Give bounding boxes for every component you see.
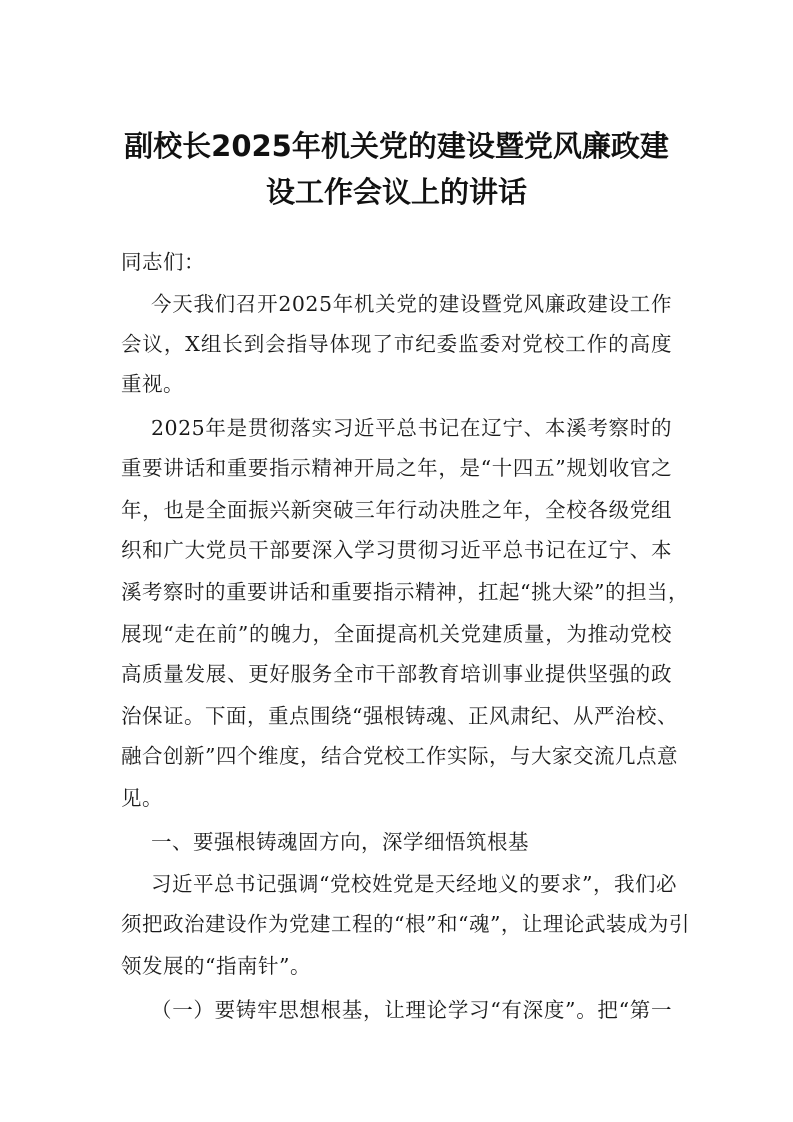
body-line: 治保证。下面，重点围绕“强根铸魂、正风肃纪、从严治校、 xyxy=(121,704,678,728)
subsection-heading: （一）要铸牢思想根基，让理论学习“有深度”。把“第一 xyxy=(151,998,672,1022)
body-line: 融合创新”四个维度，结合党校工作实际，与大家交流几点意 xyxy=(121,744,678,768)
section-heading: 一、要强根铸魂固方向，深学细悟筑根基 xyxy=(151,830,529,854)
body-line: 年，也是全面振兴新突破三年行动决胜之年，全校各级党组 xyxy=(121,498,672,522)
body-line: 今天我们召开2025年机关党的建设暨党风廉政建设工作 xyxy=(151,292,672,316)
body-line: 见。 xyxy=(121,786,163,810)
body-line: 展现“走在前”的魄力，全面提高机关党建质量，为推动党校 xyxy=(121,622,672,646)
body-line: 重视。 xyxy=(121,372,184,396)
body-line: 领发展的“指南针”。 xyxy=(121,954,311,978)
document-title-line-1: 副校长2025年机关党的建设暨党风廉政建 xyxy=(124,129,669,163)
body-line: 习近平总书记强调“党校姓党是天经地义的要求”，我们必 xyxy=(151,872,677,896)
body-line: 重要讲话和重要指示精神开局之年，是“十四五”规划收官之 xyxy=(121,456,672,480)
body-line: 织和广大党员干部要深入学习贯彻习近平总书记在辽宁、本 xyxy=(121,538,672,562)
body-line: 会议，X组长到会指导体现了市纪委监委对党校工作的高度 xyxy=(121,332,672,356)
salutation: 同志们： xyxy=(121,250,205,274)
body-line: 2025年是贯彻落实习近平总书记在辽宁、本溪考察时的 xyxy=(151,416,672,440)
body-line: 溪考察时的重要讲话和重要指示精神，扛起“挑大梁”的担当， xyxy=(121,580,689,604)
document-title-line-2: 设工作会议上的讲话 xyxy=(265,175,527,209)
body-line: 须把政治建设作为党建工程的“根”和“魂”，让理论武装成为引 xyxy=(121,912,690,936)
body-line: 高质量发展、更好服务全市干部教育培训事业提供坚强的政 xyxy=(121,662,672,686)
